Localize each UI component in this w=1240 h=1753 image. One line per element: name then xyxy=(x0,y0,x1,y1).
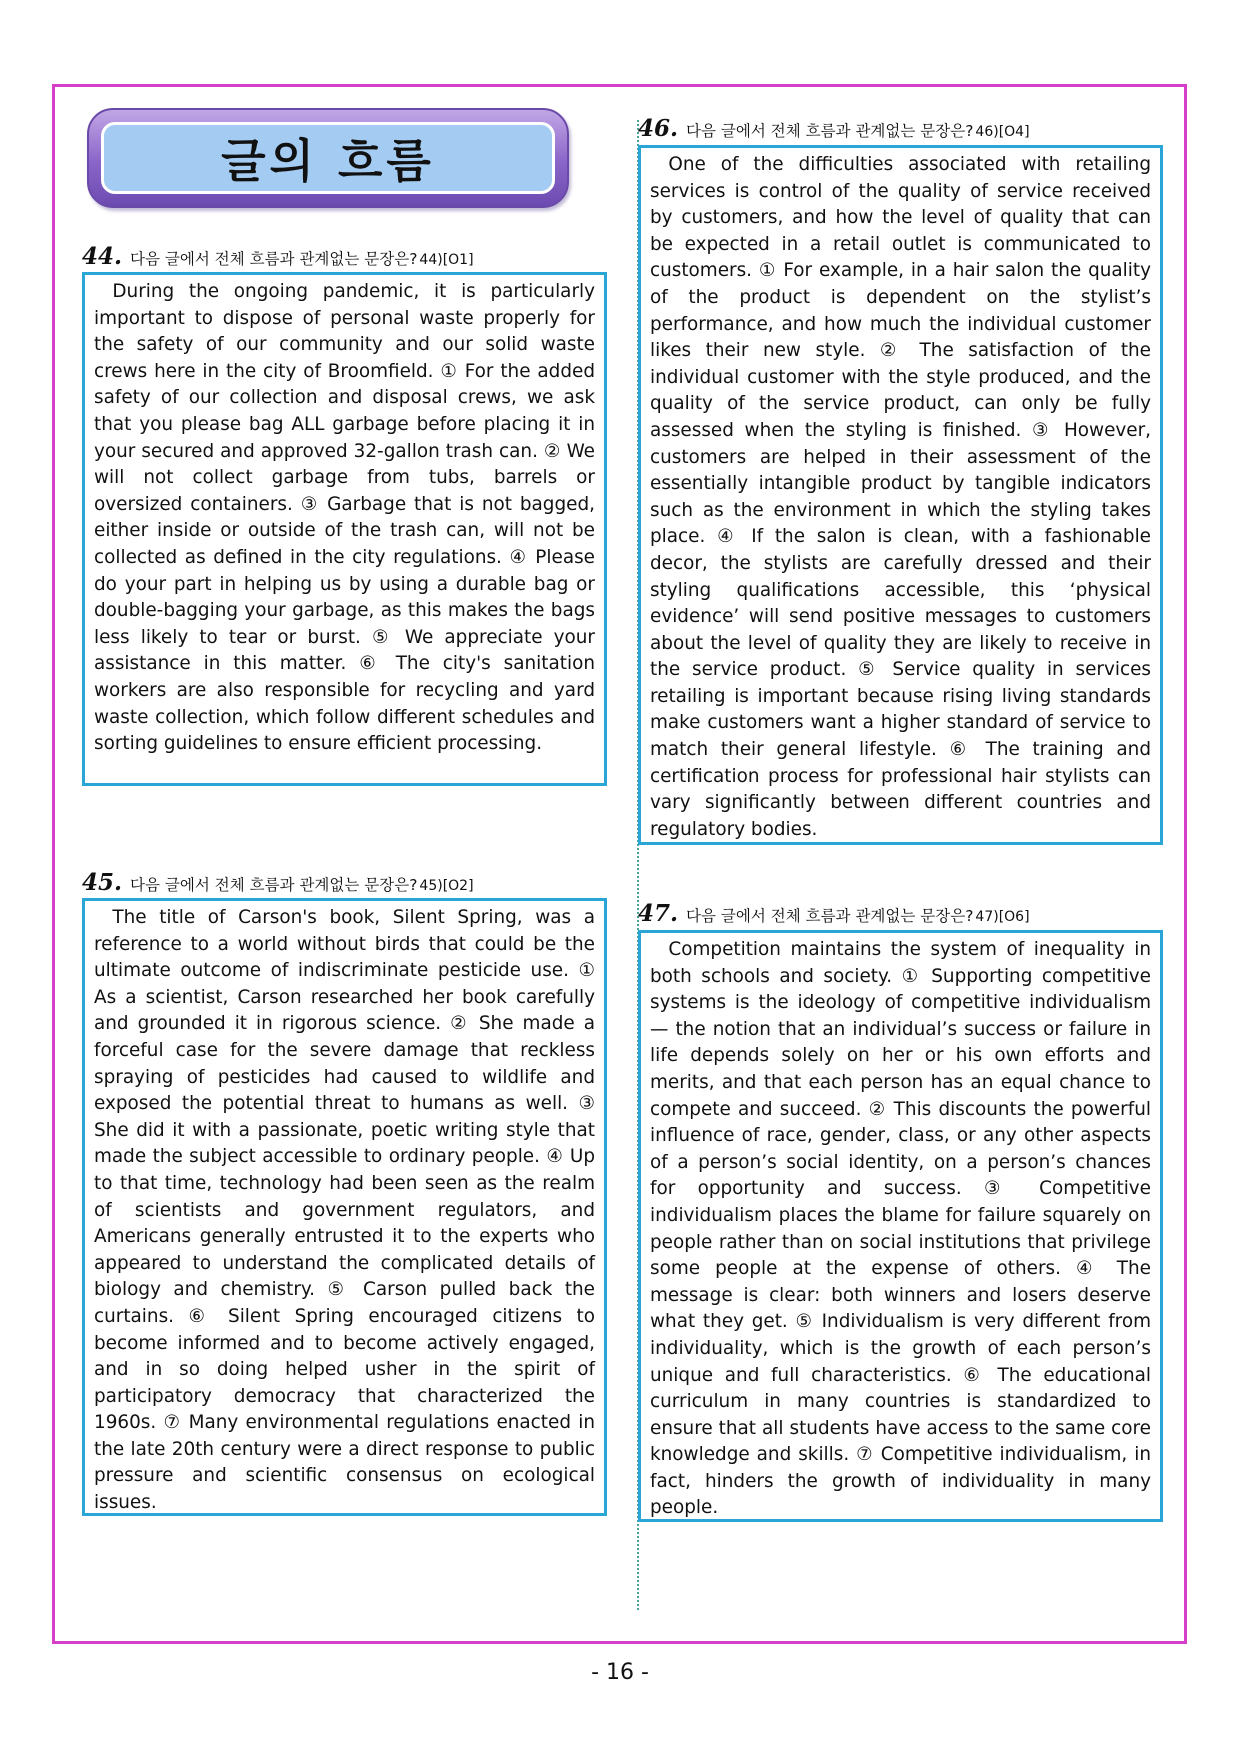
question-47-passage: Competition maintains the system of inequality in both schools and society. ① Supporting competitive systems is the ideology of competitive individualism — the notion that an individual’s success or failure in life depends solely on her or his own efforts and merits, and that each person has an equal chance to compete and succeed. ② This discounts the powerful influence of race, gender, class, or any other aspects of a person’s social identity, on a person’s chances for opportunity and success. ③ Competitive individualism places the blame for failure squarely on people rather than on social institutions that privilege some people at the expense of others. ④ The message is clear: both winners and losers deserve what they get. ⑤ Individualism is very different from individuality, which is the growth of each person’s unique and full characteristics. ⑥ The educational curriculum in many countries is standardized to ensure that all students have access to the same core knowledge and skills. ⑦ Competitive individualism, in fact, hinders the growth of individuality in many people. xyxy=(650,939,1151,1519)
question-44-ref: 44)[O1] xyxy=(419,252,474,268)
question-46-passage: One of the difficulties associated with retailing services is control of the quality of service received by customers, and how the level of quality that can be expected in a retail outlet is communicated to customers. ① For example, in a hair salon the quality of the product is dependent on the stylist’s performance, and how much the individual customer likes their new style. ② The satisfaction of the individual customer with the style produced, and the quality of the service product, can only be fully assessed when the styling is finished. ③ However, customers are helped in their assessment of the essentially intangible product by tangible indicators such as the environment in which the styling takes place. ④ If the salon is clean, with a fashionable decor, the stylists are carefully dressed and their styling qualifications accessible, this ‘physical evidence’ will send positive messages to customers about the level of quality they are likely to receive in the service product. ⑤ Service quality in services retailing is important because rising living standards make customers want a higher standard of service to match their general lifestyle. ⑥ The training and certification process for professional hair stylists can vary significantly between different countries and regulatory bodies. xyxy=(650,154,1151,840)
question-47-passage-box xyxy=(638,930,1163,1522)
question-46-prompt: 다음 글에서 전체 흐름과 관계없는 문장은? xyxy=(686,122,974,140)
question-46-number: 46. xyxy=(638,115,679,142)
question-44-number: 44. xyxy=(82,243,123,270)
page-number: - 16 - xyxy=(591,1660,649,1685)
question-45-passage: The title of Carson's book, Silent Spring, was a reference to a world without birds that could be the ultimate outcome of indiscriminate pesticide use. ① As a scientist, Carson researched her book carefully and grounded it in rigorous science. ② She made a forceful case for the severe damage that reckless spraying of pesticides had caused to wildlife and exposed the potential threat to humans as well. ③ She did it with a passionate, poetic writing style that made the subject accessible to ordinary people. ④ Up to that time, technology had been seen as the realm of scientists and government regulators, and Americans generally entrusted it to the experts who appeared to understand the complicated details of biology and chemistry. ⑤ Carson pulled back the curtains. ⑥ Silent Spring encouraged citizens to become informed and to become actively engaged, and in so doing helped usher in the spirit of participatory democracy that characterized the 1960s. ⑦ Many environmental regulations enacted in the late 20th century were a direct response to public pressure and scientific consensus on ecological issues. xyxy=(94,907,595,1514)
question-45-number: 45. xyxy=(82,869,123,896)
question-47-header xyxy=(638,900,1030,927)
question-45-header xyxy=(82,869,474,896)
question-47-number: 47. xyxy=(638,900,679,927)
section-title: 글의 흐름 xyxy=(221,134,435,188)
question-46-passage-box xyxy=(638,145,1163,845)
question-44-passage-box xyxy=(82,272,607,786)
question-45-passage-box xyxy=(82,898,607,1516)
question-47-ref: 47)[O6] xyxy=(975,909,1030,925)
question-46-header xyxy=(638,115,1030,142)
question-45-prompt: 다음 글에서 전체 흐름과 관계없는 문장은? xyxy=(130,876,418,894)
question-44-passage: During the ongoing pandemic, it is particularly important to dispose of personal waste properly for the safety of our community and our solid waste crews here in the city of Broomfield. ① For the added safety of our collection and disposal crews, we ask that you please bag ALL garbage before placing it in your secured and approved 32-gallon trash can. ② We will not collect garbage from tubs, barrels or oversized containers. ③ Garbage that is not bagged, either inside or outside of the trash can, will not be collected as defined in the city regulations. ④ Please do your part in helping us by using a durable bag or double-bagging your garbage, as this makes the bags less likely to tear or burst. ⑤ We appreciate your assistance in this matter. ⑥ The city's sanitation workers are also responsible for recycling and yard waste collection, which follow different schedules and sorting guidelines to ensure efficient processing. xyxy=(94,281,595,755)
question-45-ref: 45)[O2] xyxy=(419,878,474,894)
question-44-header xyxy=(82,243,474,270)
question-44-prompt: 다음 글에서 전체 흐름과 관계없는 문장은? xyxy=(130,250,418,268)
question-47-prompt: 다음 글에서 전체 흐름과 관계없는 문장은? xyxy=(686,907,974,925)
section-title-banner xyxy=(87,108,569,208)
question-46-ref: 46)[O4] xyxy=(975,124,1030,140)
section-title-plate xyxy=(101,122,555,194)
